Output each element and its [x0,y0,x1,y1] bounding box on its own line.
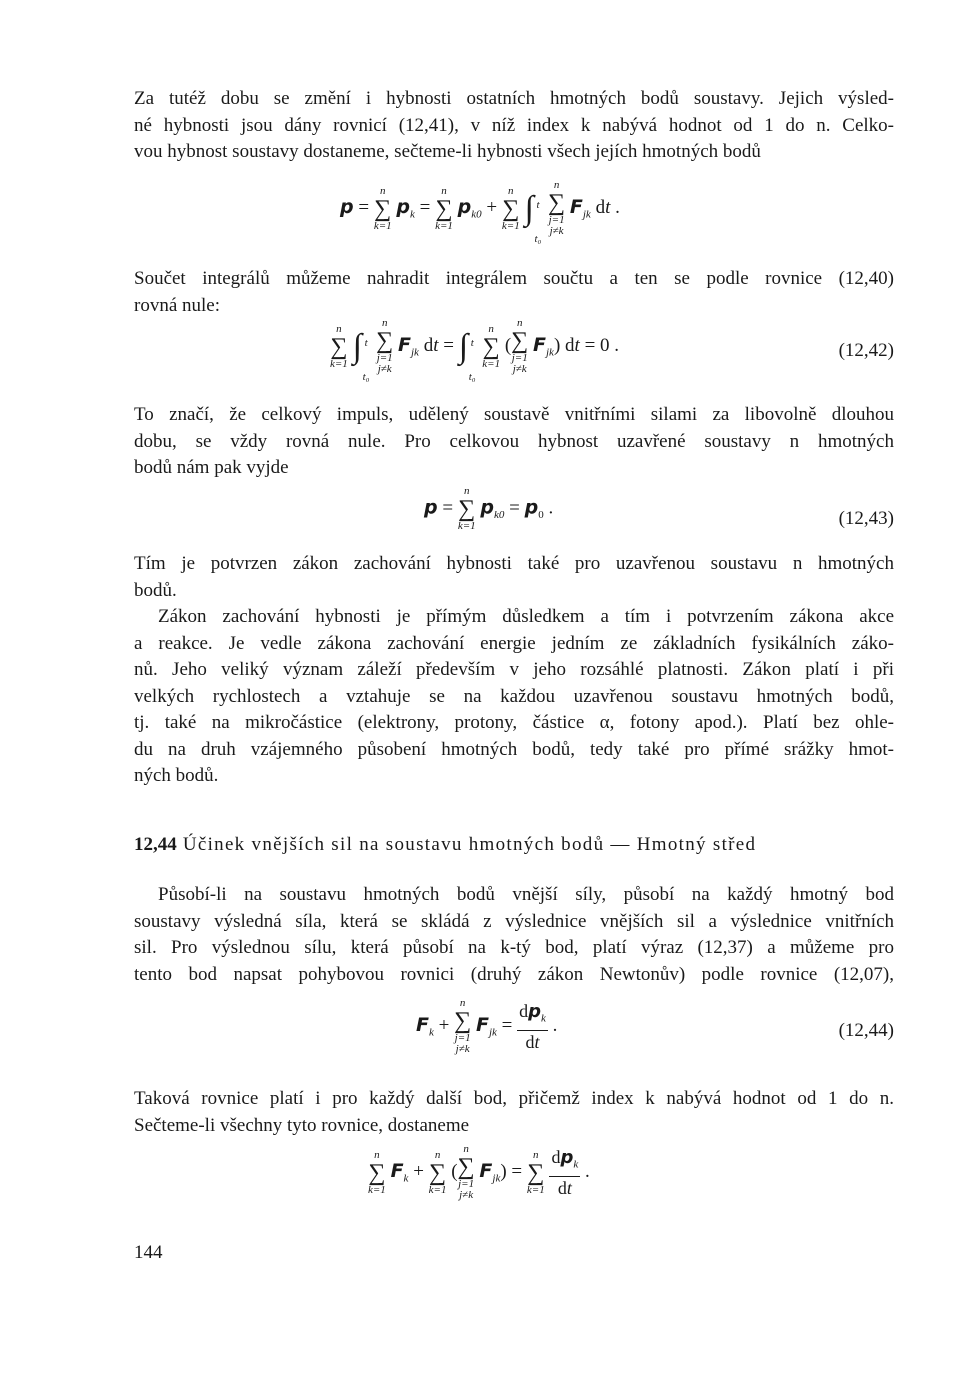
paragraph-6 [134,882,894,988]
text-line: rovná nule: [134,294,221,316]
text-line: Působí-li na soustavu hmotných bodů vnější síly, působí na každý hmotný bod [158,884,894,905]
text-line: ných bodů. [134,765,219,786]
text-line: vou hybnost soustavy dostaneme, sečteme-li hybnosti všech jejích hmotných bodů [134,141,761,162]
text-line: soustavy výsledná síla, která se skládá z výslednice vnějších sil a výslednice vnitřních [134,910,894,932]
page-number: 144 [134,1242,163,1263]
paragraph-3 [134,402,894,482]
equation-sum-all: n ∑ k=1 $F_k$ + n ∑ k=1 ( n ∑ j=1 j≠k $F_{jk}$) = n ∑ k=1 $\frac{dp_k}{dt}$ . [368,1143,590,1201]
section-title: Účinek vnějších sil na soustavu hmotných bodů — Hmotný střed [182,834,757,855]
text-line: bodů. [134,579,177,601]
paragraph-7 [134,1086,894,1139]
equation-12-44: $F_k$ + n ∑ j=1 j≠k $F_{jk}$ = $\frac{dp_k}{dt}$ . (12,44) [416,997,894,1055]
text-line: Sečteme-li všechny tyto rovnice, dostaneme [134,1114,470,1136]
text-line: sil. Pro výslednou sílu, která působí na k-tý bod, platí výraz (12,37) a můžeme pro [134,937,894,958]
text-line: Zákon zachování hybnosti je přímým důsledkem a tím i potvrzením zákona akce [158,606,894,627]
text-line: né hybnosti jsou dány rovnicí (12,41), v níž index k nabývá hodnot od 1 do n. Celko- [134,114,894,136]
paragraph-4 [134,551,894,604]
text-line: To značí, že celkový impuls, udělený soustavě vnitřními silami za libovolně dlouhou [134,404,894,425]
text-line: du na druh vzájemného působení hmotných bodů, tedy také pro přímé srážky hmot- [134,738,894,760]
paragraph-5 [134,604,894,790]
text-line: nů. Jeho veliký význam záleží především v jeho rozsáhlé platnosti. Zákon platí i při [134,659,894,680]
equation-12-43: p = n ∑ k=1 $p_{k0} = p_0$ . (12,43) [424,485,894,532]
equation-number: (12,42) [838,340,894,361]
text-line: Součet integrálů můžeme nahradit integrálem součtu a ten se podle rovnice (12,40) [134,268,894,289]
paragraph-1 [134,86,894,166]
equation-12-42: n ∑ k=1 ∫ t t₀ n ∑ j=1 j≠k $F_{jk}$ dt = ∫ t t₀ n ∑ k=1 ( n ∑ j=1 j≠k $F_{jk}$) dt = 0 . (12,42) [330,317,894,383]
text-line: velkých rychlostech a vztahuje se na každou uzavřenou soustavu hmotných bodů, [134,685,894,707]
section-number: 12,44 [134,834,177,855]
paragraph-2 [134,266,894,319]
section-heading [134,832,894,858]
text-line: Za tutéž dobu se změní i hybnosti ostatních hmotných bodů soustavy. Jejich výsled- [134,88,894,109]
text-line: Taková rovnice platí i pro každý další bod, přičemž index k nabývá hodnot od 1 do n. [134,1088,894,1109]
text-line: Tím je potvrzen zákon zachování hybnosti také pro uzavřenou soustavu n hmotných [134,553,894,574]
text-line: tento bod napsat pohybovou rovnici (druhý zákon Newtonův) podle rovnice (12,07), [134,963,894,985]
text-line: tj. také na mikročástice (elektrony, protony, částice α, fotony apod.). Platí bez ohle- [134,712,894,733]
text-line: dobu, se vždy rovná nule. Pro celkovou hybnost uzavřené soustavy n hmotných [134,430,894,452]
text-line: bodů nám pak vyjde [134,457,289,478]
text-line: a reakce. Je vedle zákona zachování energie jedním ze základních fysikálních záko- [134,632,894,654]
equation-total-momentum: p = n ∑ k=1 $p_k$ = n ∑ k=1 $p_{k0}$ + n ∑ k=1 ∫ t t₀ n ∑ j=1 j≠k $F_{jk}$ dt . [340,179,620,245]
equation-number: (12,44) [838,1020,894,1041]
equation-number: (12,43) [838,508,894,529]
